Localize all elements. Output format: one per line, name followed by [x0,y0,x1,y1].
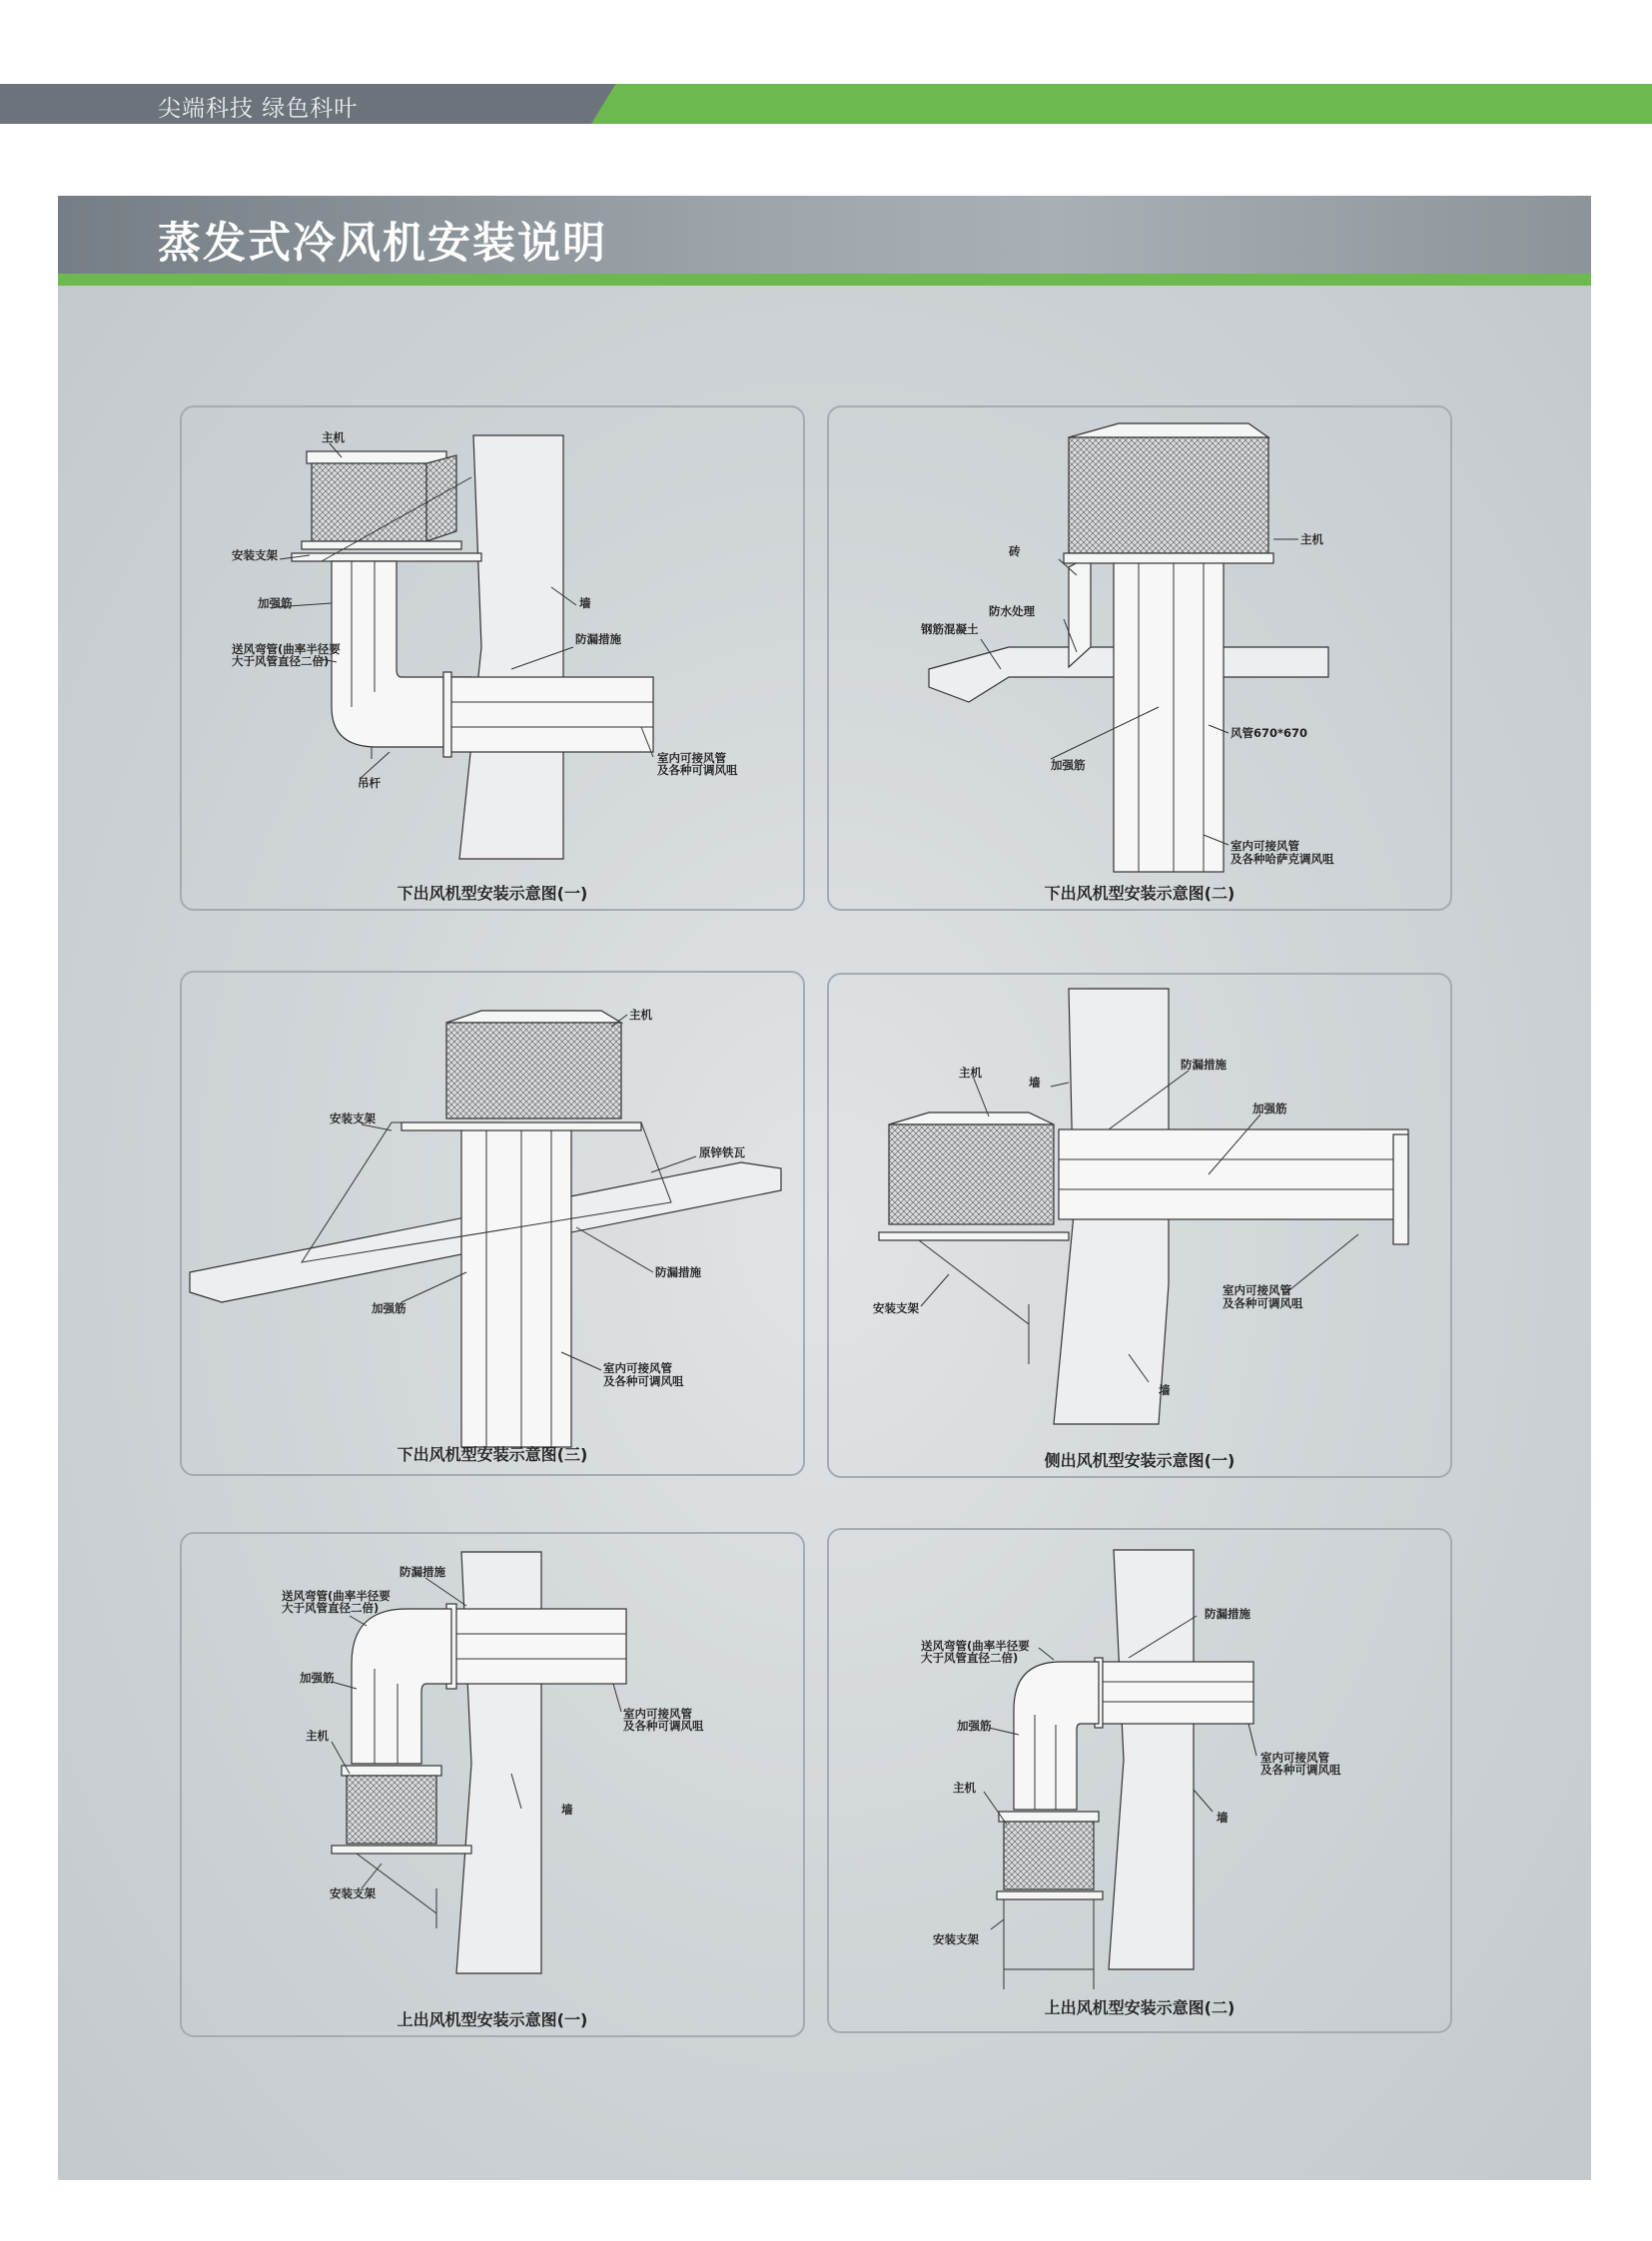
label-indoor-2: 及各种哈萨克调风咀 [1231,852,1334,866]
brand-slogan: 尖端科技 绿色科叶 [158,96,359,122]
diagram-bottom-outlet-1 [182,407,807,913]
unit-grill [446,1023,621,1119]
label-rib: 加强筋 [1252,1102,1287,1116]
label-rib: 加强筋 [957,1719,992,1733]
label-bracket: 安装支架 [330,1112,376,1125]
label-roof: 原锌铁瓦 [699,1145,745,1159]
bracket-platform [402,1122,641,1130]
label-concrete: 钢筋混凝土 [921,622,979,636]
horizontal-duct [443,677,653,752]
leader-line [921,1274,949,1306]
diagram-bottom-outlet-2 [829,407,1454,913]
diagram-side-outlet-1 [829,975,1454,1480]
diagram-bottom-outlet-3 [182,973,807,1478]
leader-line [332,1742,350,1774]
unit-base [302,541,461,549]
unit-grill [1069,437,1268,553]
bracket-strut [919,1240,1029,1324]
label-indoor-2: 及各种可调风咀 [603,1374,684,1388]
bracket-platform [879,1232,1069,1240]
main-panel [58,196,1591,2180]
top-banner [0,84,1652,124]
leader-line [425,1578,466,1606]
label-indoor-2: 及各种可调风咀 [1260,1763,1341,1777]
label-rib: 加强筋 [1051,758,1086,772]
label-bracket: 安装支架 [933,1932,979,1946]
horizontal-duct [451,1609,626,1684]
unit-grill [889,1124,1054,1224]
label-wall: 墙 [1217,1811,1229,1825]
unit-top [342,1766,441,1776]
title-accent-bar [58,274,1591,286]
label-bracket: 安装支架 [873,1301,919,1315]
label-brick: 砖 [1009,544,1021,558]
leader-line [984,1792,1007,1825]
label-wall-top: 墙 [1029,1076,1041,1090]
elbow-duct [352,1609,451,1764]
label-indoor-1: 室内可接风管 [1231,839,1299,853]
stand-top [997,1891,1103,1899]
label-elbow-1: 送风弯管(曲率半径要 [282,1589,391,1603]
label-host: 主机 [306,1729,329,1743]
diagram-caption-6: 上出风机型安装示意图(二) [1044,1998,1236,2017]
diagram-caption-4: 侧出风机型安装示意图(一) [1044,1451,1236,1470]
diagram-card-5 [180,1532,805,2037]
title-band [58,196,1591,274]
leader-line [1248,1724,1256,1756]
label-waterproof: 防水处理 [989,604,1035,618]
diagram-card-2 [827,405,1452,911]
unit-roof [889,1113,1054,1124]
label-duct: 风管670*670 [1231,726,1308,740]
leader-line [974,1079,989,1117]
label-elbow-2: 大于风管直径二倍) [921,1651,1019,1665]
label-indoor-1: 室内可接风管 [1223,1283,1291,1297]
leader-line [1039,1648,1054,1660]
vertical-duct [1114,562,1224,872]
label-host: 主机 [953,1781,976,1795]
unit-grill-front [312,463,426,541]
label-bracket: 安装支架 [232,548,278,562]
label-rod: 吊杆 [358,776,381,790]
leader-line [360,752,390,779]
unit-grill-side [426,455,456,541]
diagram-card-3 [180,971,805,1476]
page-title: 蒸发式冷风机安装说明 [158,219,607,269]
label-rib: 加强筋 [372,1301,407,1315]
horizontal-duct [1059,1129,1408,1219]
label-elbow-2: 大于风管直径二倍) [232,654,330,668]
unit-roof [446,1011,621,1023]
horizontal-duct [1099,1662,1253,1724]
label-indoor-2: 及各种可调风咀 [1223,1296,1303,1310]
bracket-platform [292,553,481,561]
leader-line [362,1864,382,1888]
leader-line [613,1684,621,1712]
label-wall-bottom: 墙 [1159,1383,1171,1397]
label-leak: 防漏措施 [400,1565,445,1579]
label-rib: 加强筋 [300,1671,335,1685]
label-host: 主机 [629,1008,652,1022]
label-host: 主机 [322,430,345,444]
leader-line [576,1227,653,1272]
diagram-caption-3: 下出风机型安装示意图(三) [397,1445,588,1464]
label-elbow-2: 大于风管直径二倍) [282,1601,380,1615]
leader-line [350,1616,367,1626]
diagram-card-1 [180,405,805,911]
duct-end [1393,1134,1408,1244]
wall-shape [459,435,563,859]
label-indoor-2: 及各种可调风咀 [657,763,738,777]
unit-roof [307,451,446,463]
leader-line [1284,1234,1358,1294]
label-elbow-1: 送风弯管(曲率半径要 [232,642,341,656]
label-indoor-1: 室内可接风管 [657,751,726,765]
label-rib: 加强筋 [258,596,293,610]
diagram-top-outlet-2 [829,1530,1454,2035]
diagram-card-6 [827,1528,1452,2033]
label-indoor-1: 室内可接风管 [623,1707,692,1721]
unit-base [1064,553,1273,563]
label-leak: 防漏措施 [655,1265,701,1279]
label-indoor-1: 室内可接风管 [603,1361,672,1375]
leader-line [991,1919,1004,1929]
label-host: 主机 [1300,532,1323,546]
top-banner-green-segment [591,84,1652,124]
unit-roof [1069,423,1268,437]
unit-grill [347,1776,436,1844]
leader-line [651,1156,696,1172]
unit-top [999,1812,1099,1822]
label-elbow-1: 送风弯管(曲率半径要 [921,1639,1030,1653]
label-indoor-2: 及各种可调风咀 [623,1719,704,1733]
bracket-platform [332,1846,471,1854]
diagram-card-4 [827,973,1452,1478]
unit-grill [1004,1822,1094,1889]
wall-shape [1109,1550,1194,1969]
label-wall: 墙 [579,596,591,610]
label-host: 主机 [959,1066,982,1080]
label-leak: 防漏措施 [1181,1058,1227,1072]
label-wall: 墙 [561,1803,573,1817]
label-leak: 防漏措施 [575,632,621,646]
label-indoor-1: 室内可接风管 [1260,1751,1329,1765]
diagram-caption-2: 下出风机型安装示意图(二) [1044,884,1236,903]
brick-base [1069,555,1091,667]
diagram-caption-1: 下出风机型安装示意图(一) [397,884,588,903]
flange [443,672,451,757]
label-bracket: 安装支架 [330,1886,376,1900]
leader-line [1194,1790,1213,1812]
diagram-caption-5: 上出风机型安装示意图(一) [397,2010,588,2029]
bracket-strut [357,1854,436,1913]
diagram-top-outlet-1 [182,1534,807,2039]
leader-line [1051,1083,1069,1087]
vertical-duct [461,1127,571,1447]
leader-line [402,1272,466,1302]
label-leak: 防漏措施 [1205,1607,1250,1621]
